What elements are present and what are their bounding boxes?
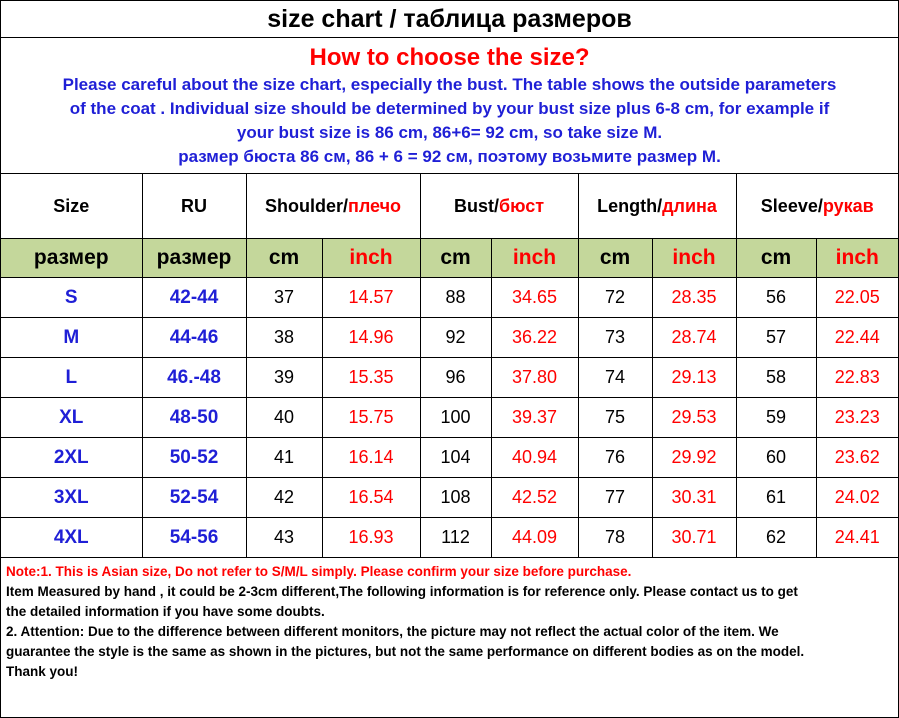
table-row <box>1 438 898 478</box>
subheader-inch: inch <box>491 239 578 278</box>
cell-bust-inch: 44.09 <box>491 518 578 558</box>
cell-shoulder-cm: 37 <box>246 278 322 318</box>
cell-shoulder-inch: 15.75 <box>322 398 420 438</box>
size-table <box>1 174 898 558</box>
cell-length-cm: 78 <box>578 518 652 558</box>
cell-length-cm: 75 <box>578 398 652 438</box>
header-sleeve-en: Sleeve/ <box>760 195 823 216</box>
cell-sleeve-cm: 62 <box>736 518 816 558</box>
cell-sleeve-cm: 57 <box>736 318 816 358</box>
cell-bust-cm: 92 <box>420 318 491 358</box>
cell-length-inch: 30.71 <box>652 518 736 558</box>
subheader-size: размер <box>1 239 142 278</box>
header-bust-en: Bust/ <box>453 195 499 216</box>
cell-ru: 46.-48 <box>142 358 246 398</box>
cell-sleeve-cm: 58 <box>736 358 816 398</box>
table-row <box>1 318 898 358</box>
subheader-cm: cm <box>420 239 491 278</box>
header-length <box>578 174 736 239</box>
cell-sleeve-cm: 61 <box>736 478 816 518</box>
note-line: Thank you! <box>6 664 79 679</box>
table-row <box>1 478 898 518</box>
cell-length-inch: 29.92 <box>652 438 736 478</box>
notes-section <box>1 558 898 682</box>
cell-sleeve-cm: 56 <box>736 278 816 318</box>
note-line: Item Measured by hand , it could be 2-3cm different,The following information is for reference only. Please contact us to get <box>6 584 798 599</box>
cell-length-cm: 72 <box>578 278 652 318</box>
cell-size: 2XL <box>1 438 142 478</box>
cell-shoulder-inch: 16.54 <box>322 478 420 518</box>
header-size: Size <box>1 174 142 239</box>
cell-ru: 54-56 <box>142 518 246 558</box>
header-sleeve-ru: рукав <box>822 195 874 216</box>
table-row <box>1 278 898 318</box>
table-row <box>1 398 898 438</box>
header-shoulder <box>246 174 420 239</box>
cell-length-cm: 73 <box>578 318 652 358</box>
cell-shoulder-cm: 43 <box>246 518 322 558</box>
header-sleeve <box>736 174 898 239</box>
cell-length-cm: 74 <box>578 358 652 398</box>
subheader-cm: cm <box>578 239 652 278</box>
cell-size: L <box>1 358 142 398</box>
size-guide-line: размер бюста 86 см, 86 + 6 = 92 см, поэтому возьмите размер М. <box>178 147 721 166</box>
cell-size: XL <box>1 398 142 438</box>
cell-length-inch: 29.13 <box>652 358 736 398</box>
cell-length-inch: 28.35 <box>652 278 736 318</box>
note-line: the detailed information if you have some doubts. <box>6 604 325 619</box>
cell-length-inch: 29.53 <box>652 398 736 438</box>
table-header-row <box>1 174 898 239</box>
header-ru: RU <box>142 174 246 239</box>
cell-size: M <box>1 318 142 358</box>
cell-sleeve-inch: 22.05 <box>816 278 898 318</box>
cell-length-inch: 28.74 <box>652 318 736 358</box>
cell-bust-cm: 104 <box>420 438 491 478</box>
cell-bust-cm: 108 <box>420 478 491 518</box>
cell-ru: 52-54 <box>142 478 246 518</box>
cell-ru: 48-50 <box>142 398 246 438</box>
cell-bust-cm: 96 <box>420 358 491 398</box>
table-subheader-row <box>1 239 898 278</box>
subheader-cm: cm <box>736 239 816 278</box>
cell-shoulder-cm: 38 <box>246 318 322 358</box>
cell-bust-cm: 100 <box>420 398 491 438</box>
cell-shoulder-inch: 16.14 <box>322 438 420 478</box>
note-line: 2. Attention: Due to the difference between different monitors, the picture may not reflect the actual color of the item. We <box>6 624 779 639</box>
cell-sleeve-inch: 23.23 <box>816 398 898 438</box>
cell-shoulder-cm: 42 <box>246 478 322 518</box>
size-guide-line: Please careful about the size chart, especially the bust. The table shows the outside parameters <box>62 75 837 94</box>
cell-bust-cm: 88 <box>420 278 491 318</box>
cell-bust-inch: 42.52 <box>491 478 578 518</box>
cell-sleeve-cm: 60 <box>736 438 816 478</box>
cell-bust-inch: 37.80 <box>491 358 578 398</box>
header-length-ru: длина <box>662 195 717 216</box>
header-length-en: Length/ <box>597 195 663 216</box>
cell-length-cm: 77 <box>578 478 652 518</box>
cell-size: 3XL <box>1 478 142 518</box>
cell-bust-inch: 39.37 <box>491 398 578 438</box>
cell-shoulder-cm: 41 <box>246 438 322 478</box>
size-guide-line: of the coat . Individual size should be determined by your bust size plus 6-8 cm, for example if <box>69 99 830 118</box>
cell-bust-inch: 36.22 <box>491 318 578 358</box>
cell-sleeve-inch: 22.83 <box>816 358 898 398</box>
header-shoulder-ru: плечо <box>347 195 402 216</box>
cell-shoulder-inch: 14.57 <box>322 278 420 318</box>
cell-size: S <box>1 278 142 318</box>
cell-shoulder-inch: 15.35 <box>322 358 420 398</box>
cell-sleeve-cm: 59 <box>736 398 816 438</box>
cell-shoulder-inch: 16.93 <box>322 518 420 558</box>
header-shoulder-en: Shoulder/ <box>264 195 348 216</box>
note-line: guarantee the style is the same as shown in the pictures, but not the same performance on different bodies as on the model. <box>6 644 805 659</box>
size-guide-section <box>1 38 898 174</box>
cell-length-cm: 76 <box>578 438 652 478</box>
cell-ru: 50-52 <box>142 438 246 478</box>
cell-ru: 44-46 <box>142 318 246 358</box>
table-row <box>1 358 898 398</box>
subheader-inch: inch <box>652 239 736 278</box>
cell-shoulder-cm: 40 <box>246 398 322 438</box>
cell-sleeve-inch: 24.41 <box>816 518 898 558</box>
cell-ru: 42-44 <box>142 278 246 318</box>
cell-shoulder-inch: 14.96 <box>322 318 420 358</box>
page-title: size chart / таблица размеров <box>1 1 898 38</box>
subheader-inch: inch <box>816 239 898 278</box>
header-bust <box>420 174 578 239</box>
cell-bust-inch: 40.94 <box>491 438 578 478</box>
subheader-cm: cm <box>246 239 322 278</box>
cell-sleeve-inch: 22.44 <box>816 318 898 358</box>
subheader-ru: размер <box>142 239 246 278</box>
header-bust-ru: бюст <box>498 195 545 216</box>
cell-length-inch: 30.31 <box>652 478 736 518</box>
size-guide-heading: How to choose the size? <box>309 44 590 71</box>
cell-size: 4XL <box>1 518 142 558</box>
size-guide-line: your bust size is 86 cm, 86+6= 92 cm, so take size M. <box>236 123 663 142</box>
cell-shoulder-cm: 39 <box>246 358 322 398</box>
subheader-inch: inch <box>322 239 420 278</box>
cell-bust-cm: 112 <box>420 518 491 558</box>
cell-sleeve-inch: 23.62 <box>816 438 898 478</box>
cell-sleeve-inch: 24.02 <box>816 478 898 518</box>
note-line: Note:1. This is Asian size, Do not refer to S/M/L simply. Please confirm your size before purchase. <box>6 564 632 579</box>
table-row <box>1 518 898 558</box>
cell-bust-inch: 34.65 <box>491 278 578 318</box>
